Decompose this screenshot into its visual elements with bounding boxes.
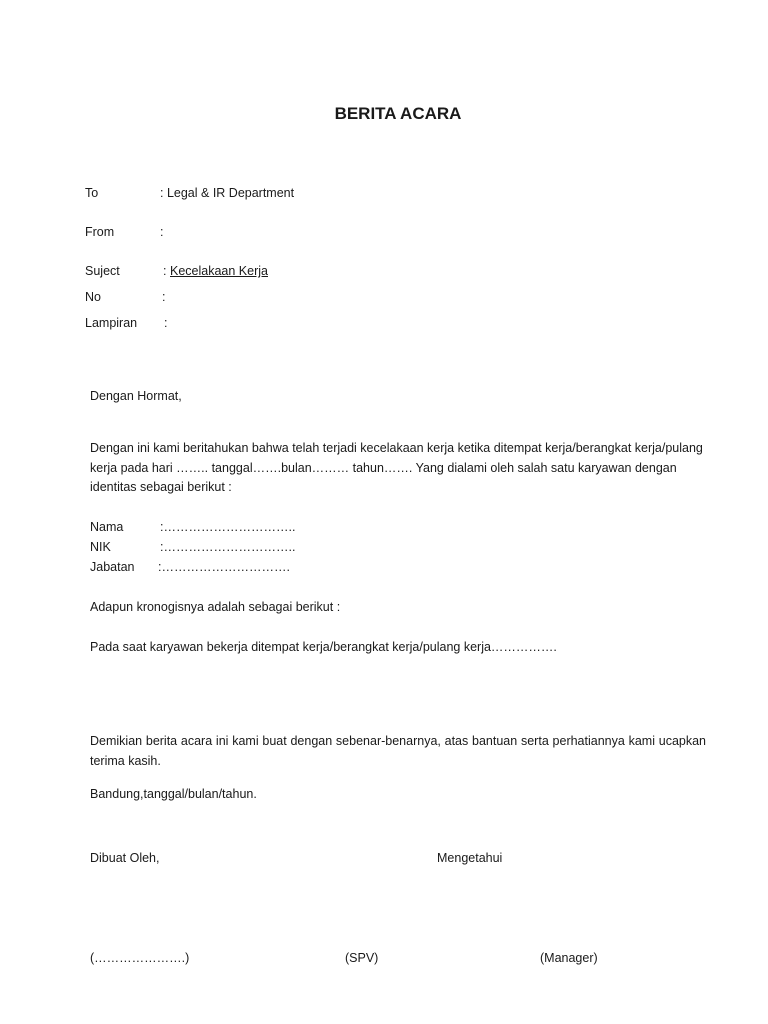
nama-value: :………………………….. xyxy=(160,520,296,534)
lampiran-label: Lampiran xyxy=(85,316,138,330)
jabatan-value: :…………………………. xyxy=(158,560,290,574)
manager-label: (Manager) xyxy=(540,951,598,965)
intro-paragraph: Dengan ini kami beritahukan bahwa telah terjadi kecelakaan kerja ketika ditempat kerja/berangkat kerja/pulang kerja pada hari …….. tanggal…….bulan……… tahun……. Yang dialami oleh salah satu karyawan dengan identitas sebagai berikut : xyxy=(90,441,703,494)
place-date: Bandung,tanggal/bulan/tahun. xyxy=(90,787,257,801)
subject-label: Suject xyxy=(85,264,120,278)
signer-blank: (………………….) xyxy=(90,951,190,965)
greeting: Dengan Hormat, xyxy=(90,389,182,403)
from-value: : xyxy=(160,225,164,239)
closing-paragraph: Demikian berita acara ini kami buat dengan sebenar-benarnya, atas bantuan serta perhatiannya kami ucapkan terima kasih. xyxy=(90,734,706,768)
no-value: : xyxy=(162,290,166,304)
nik-label: NIK xyxy=(90,540,111,554)
acknowledged-label: Mengetahui xyxy=(437,851,503,865)
nama-label: Nama xyxy=(90,520,124,534)
chronology-text: Pada saat karyawan bekerja ditempat kerja/berangkat kerja/pulang kerja……………. xyxy=(90,640,557,654)
to-label: To xyxy=(85,186,99,200)
chronology-intro: Adapun kronogisnya adalah sebagai berikut : xyxy=(90,600,341,614)
spv-label: (SPV) xyxy=(345,951,379,965)
made-by-label: Dibuat Oleh, xyxy=(90,851,160,865)
no-label: No xyxy=(85,290,101,304)
lampiran-value: : xyxy=(164,316,168,330)
subject-colon: : xyxy=(163,264,167,278)
from-label: From xyxy=(85,225,115,239)
document-title: BERITA ACARA xyxy=(334,104,462,123)
to-value: : Legal & IR Department xyxy=(160,186,295,200)
jabatan-label: Jabatan xyxy=(90,560,135,574)
subject-value: Kecelakaan Kerja xyxy=(170,264,268,278)
nik-value: :………………………….. xyxy=(160,540,296,554)
